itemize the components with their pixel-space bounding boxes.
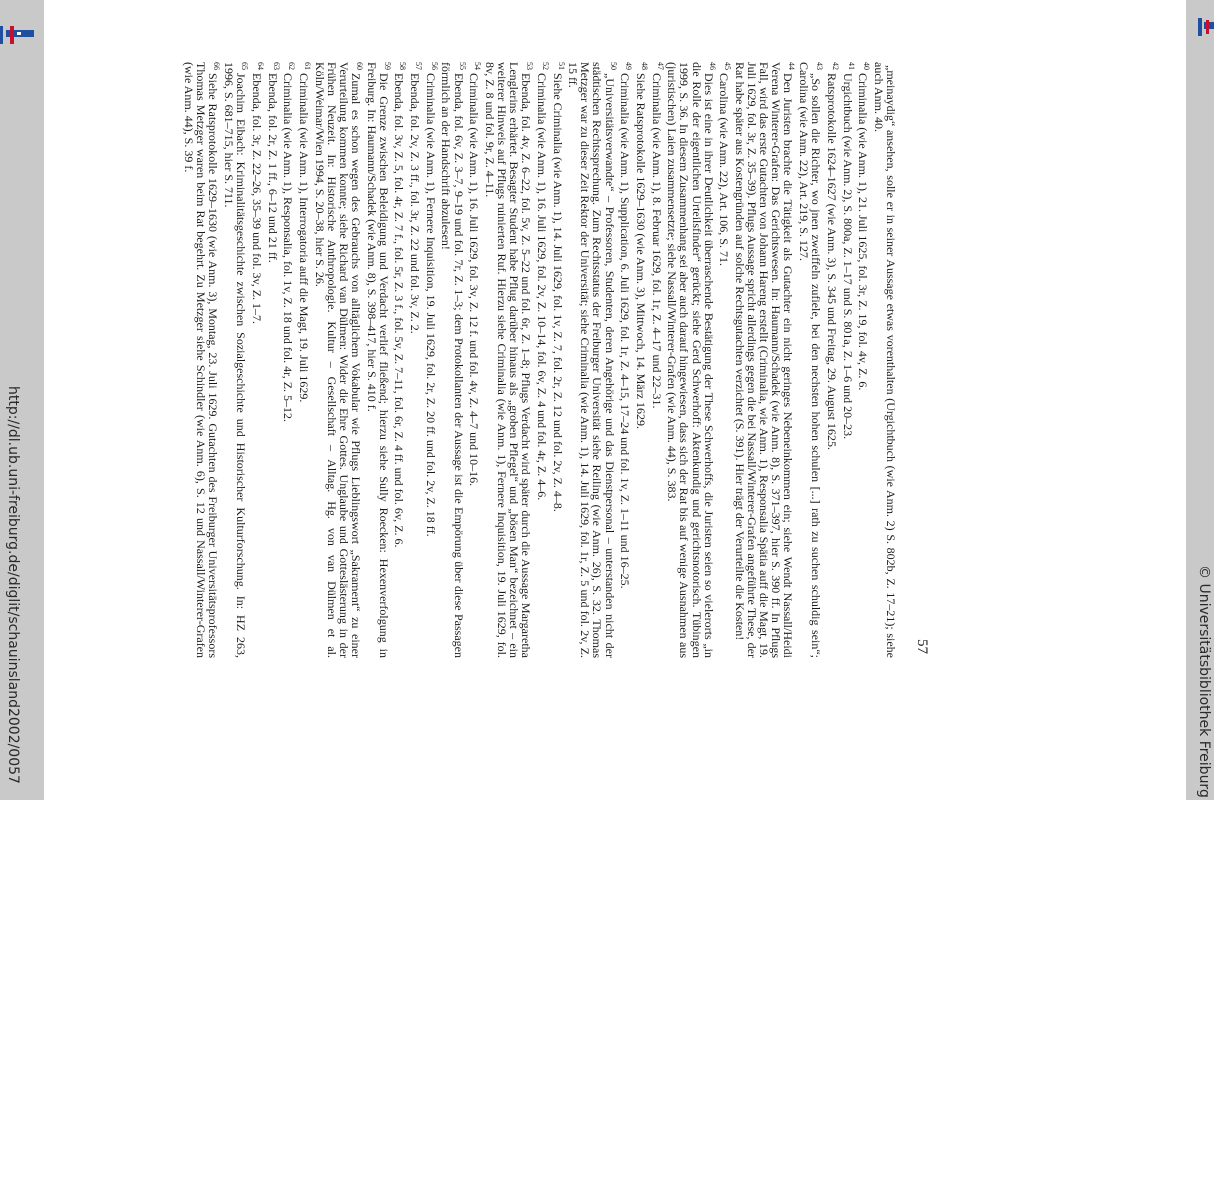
footnote-number: 57 <box>414 62 424 70</box>
footnote-number: 63 <box>271 62 281 70</box>
footnote-number: 40 <box>862 62 872 70</box>
footnote <box>468 62 483 658</box>
footnote <box>718 62 733 658</box>
footnote-text: Ratsprotokolle 1624–1627 (wie Anm. 3), S. 345 und Freitag, 29. August 1625. <box>824 73 839 450</box>
footnote-number: 60 <box>354 62 364 70</box>
footnote-text: Criminalia (wie Anm. 1), Responsalia, fol. 1v, Z. 18 und fol. 4r, Z. 5–12. <box>281 73 296 423</box>
footnote <box>536 62 551 658</box>
footnote-number: 61 <box>303 62 312 70</box>
footnote-text: Criminalia (wie Anm. 1), Interrogatoria auff die Magt, 19. Juli 1629. <box>297 73 311 403</box>
footnote-number: 58 <box>398 62 408 70</box>
footnote <box>734 62 797 658</box>
footnote-text: „So sollen die Richter, wo jnen zweiffeln zufiele, bei den nechsten hohen schulen [...] rath zu suchen schuldig sein“; Carolina (wie Anm. 22), Art. 219, S. 127. <box>797 62 824 658</box>
footnote-number: 66 <box>212 62 222 70</box>
footnote-text: Criminalia (wie Anm. 1), 16. Juli 1629, fol. 2v, Z. 10–14, fol. 6v, Z. 4 und fol. 4r, Z. 4–6. <box>534 73 549 501</box>
footnote-text: Criminalia (wie Anm. 1), Supplication, 6. Juli 1629, fol. 1r, Z. 4–15, 17–24 und fol. 1v, Z. 1–11 und 16–25. <box>618 73 633 589</box>
library-logo-icon <box>0 26 34 44</box>
footnote-text: Ebenda, fol. 2r, Z. 1 ff., 6–12 und 21 ff. <box>265 73 280 263</box>
footnote-number: 41 <box>846 62 856 70</box>
footnote-number: 54 <box>473 62 483 70</box>
footnote <box>440 62 467 658</box>
footnote-number: 45 <box>723 62 733 70</box>
footnote-text: Criminalia (wie Anm. 1), 8. Februar 1629, fol. 1r, Z. 4–17 und 22–31. <box>649 73 664 409</box>
footnote <box>567 62 618 658</box>
footnote <box>223 62 250 658</box>
footnote <box>298 62 313 658</box>
footnote-number: 44 <box>787 62 797 70</box>
footnote-text: „Universitätsverwandte“ – Professoren, Studenten, deren Angehörige und das Dienstpersonal – unterstanden nicht der städtischen Rechtssprechung. Zum Rechtsstatus der Freiburger Universität siehe Reiling (wie Anm. 26), S. 32. Thomas Metzger war zu dieser Zeit Rektor der Universität; siehe Criminalia (wie Anm. 1), 14. Juli 1629, fol. 1r, Z. 5 und fol. 2v, Z. 15 ff. <box>566 62 617 658</box>
footnote-number: 42 <box>830 62 840 70</box>
footnote <box>314 62 365 658</box>
footnote <box>425 62 440 658</box>
footnote <box>552 62 567 658</box>
footnote-number: 46 <box>707 62 717 70</box>
footnote-text: Siehe Criminalia (wie Anm. 1), 14. Juli 1629, fol. 1v, Z. 7, fol. 2r, Z. 12 und fol. 2v, Z. 4–8. <box>550 73 565 512</box>
footnote-text: Ebenda, fol. 6v, Z. 3–7, 9–19 und fol. 7r, Z. 1–3; dem Protokollanten der Aussage ist die Empörung über diese Passagen förmlich an der Handschrift abzulesen! <box>439 62 466 658</box>
footnote-text: Criminalia (wie Anm. 1), 21. Juli 1625, fol. 3r, Z. 19, fol. 4v, Z. 6. <box>856 73 871 391</box>
footnote <box>251 62 266 658</box>
footnote-text: Dies ist eine in ihrer Deutlichkeit überraschende Bestätigung der These Schwerhoffs, die Juristen seien so vielerorts „in die Rolle der eigentlichen Urteilsfinder“ gerückt; siehe Gerd Schwerhoff: Aktenkundig und gerichtsnotorisch. Tübingen 1999, S. 36. In diesem Zusammenhang sei aber auch darauf hingewiesen, dass sich der Rat bis auf wenige Ausnahmen aus (juristischen) Laien zusammensetzte; siehe Nassall/Winterer-Grafen (wie Anm. 44), S. 383. <box>665 62 716 658</box>
footnote <box>366 62 393 658</box>
library-logo-icon-right <box>1198 18 1214 36</box>
footnote-number: 43 <box>815 62 825 70</box>
footnote <box>484 62 535 658</box>
footnote <box>619 62 634 658</box>
footnote-number: 56 <box>429 62 439 70</box>
footnote <box>635 62 650 658</box>
footnote-number: 64 <box>255 62 265 70</box>
copyright-notice: © Universitätsbibliothek Freiburg <box>1196 565 1212 798</box>
footnote <box>826 62 841 658</box>
footnote-number: 48 <box>639 62 649 70</box>
footnote-text: Siehe Ratsprotokolle 1629–1630 (wie Anm. 3), Montag, 23. Juli 1629. Gutachten des Freiburger Universitätsprofessors Thomas Metzger waren beim Rat begehrt. Zu Metzger siehe Schindler (wie Anm. 6), S. 12 und Nassall/Winterer-Grafen (wie Anm. 44), S. 39 f. <box>182 62 221 658</box>
footnote-number: 59 <box>382 62 392 70</box>
footnote <box>841 62 856 658</box>
footnote <box>267 62 282 658</box>
footnote-number: 52 <box>540 62 550 70</box>
footnote-text: Den Juristen brachte die Tätigkeit als Gutachter ein nicht geringes Nebeneinkommen ein; siehe Wendt Nassall/Heidi Verena Winterer-Grafen: Das Gerichtswesen. In: Haumann/Schadek (wie Anm. 8), S. 371–397, hier S. 390 ff. In Pflugs Fall, wird das erste Gutachten von Johann Hareng erstellt (Criminalia, wie Anm. 1), Responsalia Spätia auff die Magt, 19. Juli 1629, fol. 3r, Z. 35–39). Pflugs Aussage spricht allerdings gegen die bei Nassall/Winterer-Grafen angeführte These, der Rat habe später aus Kostengründen auf solche Rechtsgutachten verzichtet (S. 391). Hier trägt der Verurteilte die Kosten! <box>733 62 796 658</box>
footnotes <box>183 62 900 658</box>
footnote-number: 62 <box>287 62 297 70</box>
footnote <box>282 62 297 658</box>
footnote-text: „meinaydig“ ansehen, solle er in seiner Aussage etwas vorenthalten (Urgichtbuch (wie Anm. 2) S. 802b, Z. 17–21); siehe auch Anm. 40. <box>871 62 898 658</box>
footnote-number: 47 <box>655 62 665 70</box>
footnote-text: Ebenda, fol. 2v, Z. 3 ff., fol. 3r, Z. 22 und fol. 3v, Z. 2. <box>408 73 423 334</box>
footnote-text: Die Grenze zwischen Beleidigung und Verdacht verlief fließend; hierzu siehe Sully Roecken: Hexenverfolgung in Freiburg. In: Haumann/Schadek (wie Anm. 8), S. 398–417, hier S. 410 f. <box>364 62 391 658</box>
footnote-text: Ebenda, fol. 3r, Z. 22–26, 35–39 und fol. 3v, Z. 1–7. <box>249 73 264 325</box>
document-page <box>46 0 1186 800</box>
footnote <box>183 62 222 658</box>
footnote-number: 50 <box>608 62 618 70</box>
footnote-text: Carolina (wie Anm. 22), Art. 106, S. 71. <box>717 73 732 266</box>
footnote-text: Joachim Eibach: Kriminalitätsgeschichte zwischen Sozialgeschichte und Historischer Kulturforschung. In: HZ 263, 1996, S. 681–715, hier S. 711. <box>222 62 249 658</box>
footnote-number: 53 <box>525 62 535 70</box>
footnote <box>857 62 872 658</box>
footnote-number: 49 <box>624 62 634 70</box>
document-url[interactable]: http://dl.ub.uni-freiburg.de/diglit/schauinsland2002/0057 <box>5 386 21 784</box>
footnote-text: Criminalia (wie Anm. 1), Fernere Inquisition, 19. Juli 1629, fol. 2r, Z. 20 ff. und fol. 2v, Z. 18 ff. <box>423 73 438 537</box>
footnote-text: Ebenda, fol. 3v, Z. 5, fol. 4r, Z. 7 f., fol. 5r, Z. 3 f., fol. 5v, Z. 7–11, fol. 6r, Z. 4 ff. und fol. 6v, Z. 6. <box>392 73 407 548</box>
footnote-text: Criminalia (wie Anm. 1), 16. Juli 1629, fol. 3v, Z. 12 f. und fol. 4v, Z. 4–7 und 10–16. <box>467 73 482 487</box>
page-number: 57 <box>914 639 930 654</box>
footnote <box>666 62 717 658</box>
footnote-text: Ebenda, fol. 4v, Z. 6–22, fol. 5v, Z. 5–22 und fol. 6r, Z. 1–8; Pflugs Verdacht wird später durch die Aussage Margaretha Lenglerins erhärtet. Besagter Student habe Pflug darüber hinaus als „groben Pflegel“ und „bösen Man“ bezeichnet – ein weiterer Hinweis auf Pflugs ruinierten Ruf. Hierzu siehe Criminalia (wie Anm. 1), Fernere Inquisition, 19. Juli 1629, fol. 8v, Z. 8 und fol. 9r, Z. 4–11. <box>482 62 534 658</box>
footnote-text: Siehe Ratsprotokolle 1629–1630 (wie Anm. 3), Mittwoch, 14. März 1629. <box>633 73 648 429</box>
footnote <box>393 62 408 658</box>
footnote-number: 51 <box>556 62 566 70</box>
footnote <box>409 62 424 658</box>
footnote <box>873 62 900 658</box>
footnote-number: 55 <box>457 62 467 70</box>
footnote-number: 65 <box>240 62 250 70</box>
footnote <box>798 62 825 658</box>
footnote-text: Zumal es schon wegen des Gebrauchs von alltäglichem Vokabular wie Pflugs Lieblingswort „Sakrament“ zu einer Verurteilung kommen konnte; siehe Richard van Dülmen: Wider die Ehre Gottes. Unglaube und Gotteslästerung in der Frühen Neuzeit. In: Historische Anthropologie. Kultur – Gesellschaft – Alltag. Hg. von van Dülmen et al. Köln/Weimar/Wien 1994, S. 20–38, hier S. 26. <box>312 62 363 658</box>
footnote <box>651 62 666 658</box>
footnote-text: Urgichtbuch (wie Anm. 2), S. 800a, Z. 1–17 und S. 801a, Z. 1–6 und 20–23. <box>840 73 855 440</box>
